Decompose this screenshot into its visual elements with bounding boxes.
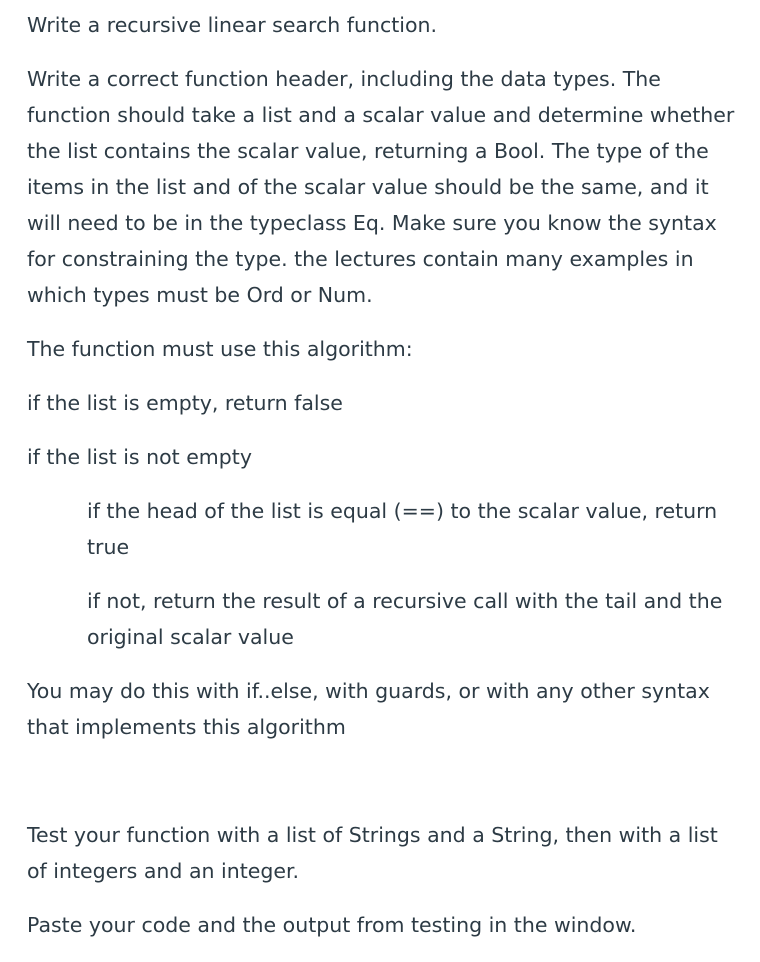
syntax-note — [27, 673, 710, 745]
test-instructions-line-2: of integers and an integer. — [27, 859, 300, 883]
algorithm-intro — [27, 331, 413, 367]
header-line-4: items in the list and of the scalar value should be the same, and it — [27, 175, 709, 199]
header-line-7: which types must be Ord or Num. — [27, 283, 373, 307]
substep-equal-line-2: true — [87, 535, 130, 559]
step-empty-line: if the list is empty, return false — [27, 391, 343, 415]
header-line-2: function should take a list and a scalar value and determine whether — [27, 103, 735, 127]
function-header-paragraph — [27, 61, 734, 313]
syntax-note-line-1: You may do this with if..else, with guards, or with any other syntax — [27, 679, 710, 703]
algorithm-substep-equal — [87, 493, 717, 565]
header-line-6: for constraining the type. the lectures contain many examples in — [27, 247, 694, 271]
header-line-1: Write a correct function header, including the data types. The — [27, 67, 661, 91]
step-not-empty-line: if the list is not empty — [27, 445, 252, 469]
algorithm-step-empty — [27, 385, 343, 421]
substep-recursive-line-1: if not, return the result of a recursive call with the tail and the — [87, 589, 723, 613]
header-line-5: will need to be in the typeclass Eq. Make sure you know the syntax — [27, 211, 717, 235]
test-instructions — [27, 817, 718, 889]
header-line-3: the list contains the scalar value, returning a Bool. The type of the — [27, 139, 709, 163]
question-title — [27, 7, 437, 43]
algorithm-step-not-empty — [27, 439, 252, 475]
syntax-note-line-2: that implements this algorithm — [27, 715, 346, 739]
paste-instructions-line: Paste your code and the output from testing in the window. — [27, 913, 637, 937]
substep-equal-line-1: if the head of the list is equal (==) to the scalar value, return — [87, 499, 718, 523]
title-line: Write a recursive linear search function. — [27, 13, 438, 37]
substep-recursive-line-2: original scalar value — [87, 625, 294, 649]
algorithm-substep-recursive — [87, 583, 722, 655]
paste-instructions — [27, 907, 636, 943]
test-instructions-line-1: Test your function with a list of Strings and a String, then with a list — [27, 823, 718, 847]
algorithm-intro-line: The function must use this algorithm: — [27, 337, 413, 361]
